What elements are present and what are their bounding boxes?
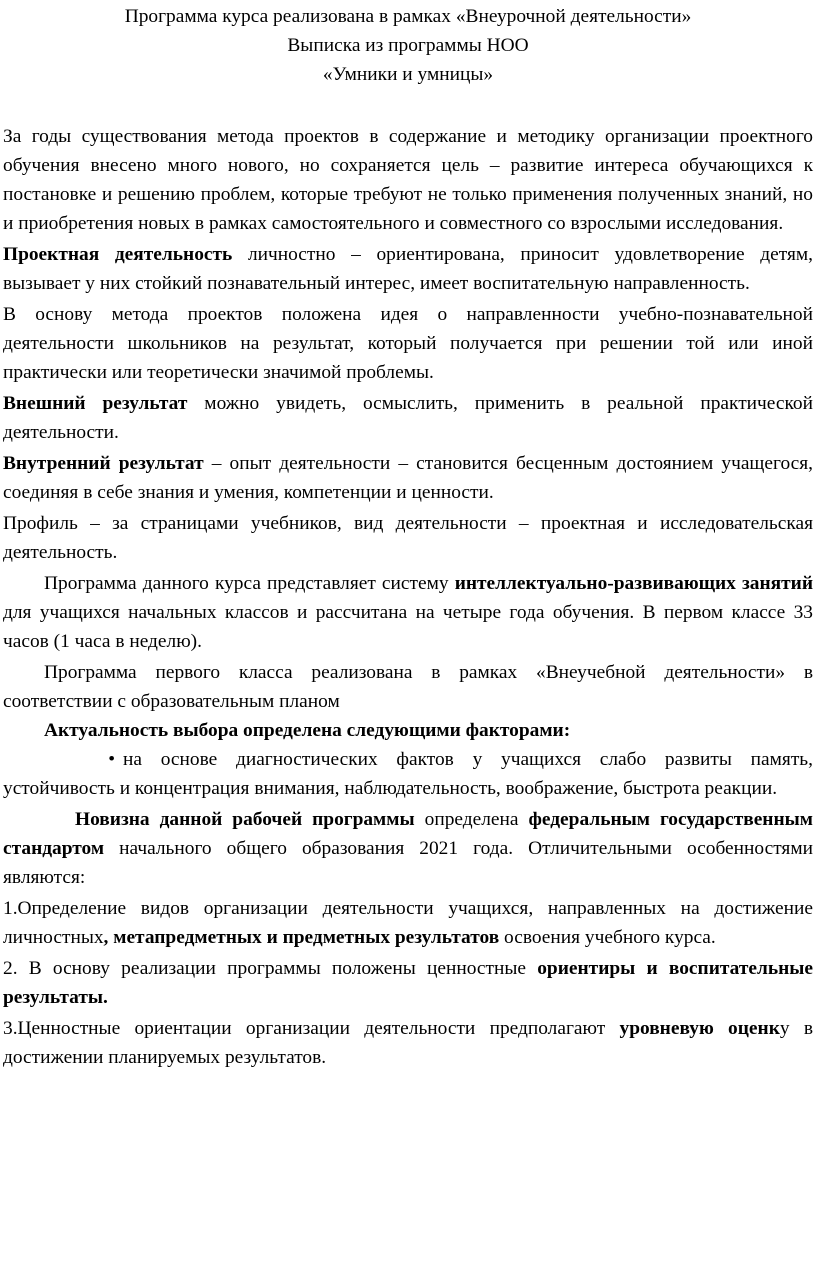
list-item-2 [3,954,813,1012]
paragraph-text: личностно – ориентирована, приносит удовлетворение детям, вызывает у них стойкий познавательный интерес, имеет воспитательную направленность. [3,244,813,294]
paragraph-method-basis: В основу метода проектов положена идея о направленности учебно-познавательной деятельности школьников на результат, который получается при решении той или иной практически или теоретически значимой проблемы. [3,304,813,383]
heading-relevance: Актуальность выбора определена следующими факторами: [44,720,571,741]
spacer [3,89,813,122]
list-item-text: 2. В основу реализации программы положены ценностные [3,958,538,979]
list-item-text: у в достижении планируемых результатов. [3,1018,813,1068]
paragraph-internal-result [3,449,813,507]
paragraph-project-activity [3,240,813,298]
term-guidelines: ориентиры и воспитательные результаты. [3,958,814,1008]
list-item-text: освоения учебного курса. [499,927,716,948]
paragraph-program-system [3,569,813,656]
bullet-item [3,745,813,803]
paragraph-intro: За годы существования метода проектов в содержание и методику организации проектного обучения внесено много нового, но сохраняется цель – развитие интереса обучающихся к постановке и решению проблем, которые требуют не только применения полученных знаний, но и приобретения новых в рамках самостоятельного и совместного со взрослыми исследования. [3,126,813,234]
term-federal-standard: федеральным государственным стандартом [3,809,813,859]
paragraph-first-class: Программа первого класса реализована в рамках «Внеучебной деятельности» в соответствии с образовательным планом [3,662,813,712]
paragraph-text: – опыт деятельности – становится бесценным достоянием учащегося, соединяя в себе знания и умения, компетенции и ценности. [3,453,813,503]
paragraph-external-result [3,389,813,447]
paragraph-text: для учащихся начальных классов и рассчитана на четыре года обучения. В первом классе 33 часов (1 часа в неделю). [3,602,813,652]
paragraph-text: начального общего образования 2021 года. Отличительными особенностями являются: [3,838,813,888]
term-novelty: Новизна данной рабочей программы [75,809,415,830]
list-item-1 [3,894,813,952]
document-header [3,0,813,89]
term-results: , метапредметных и предметных результатов [103,927,500,948]
list-item-3 [3,1014,813,1072]
bullet-icon: • [108,749,115,770]
term-project-activity: Проектная деятельность [3,244,233,265]
header-line-2: Выписка из программы НОО [287,35,529,56]
header-line-3: «Умники и умницы» [322,64,494,85]
paragraph-text: можно увидеть, осмыслить, применить в реальной практической деятельности. [3,393,814,443]
list-item-text: 1.Определение видов организации деятельности учащихся, направленных на достижение личностных [3,898,813,948]
paragraph-text: определена [414,809,529,830]
list-item-text: 3.Ценностные ориентации организации деятельности предполагают [3,1018,620,1039]
term-developing-classes: интеллектуально-развивающих занятий [454,573,813,594]
header-line-1: Программа курса реализована в рамках «Внеурочной деятельности» [124,6,692,27]
bullet-text: на основе диагностических фактов у учащихся слабо развиты память, устойчивость и концентрация внимания, наблюдательность, воображение, быстрота реакции. [3,749,813,799]
term-level-assessment: уровневую оценк [619,1018,780,1039]
term-internal-result: Внутренний результат [3,453,204,474]
paragraph-profile: Профиль – за страницами учебников, вид деятельности – проектная и исследовательская деятельность. [3,513,813,563]
term-external-result: Внешний результат [3,393,188,414]
paragraph-novelty [3,805,813,892]
paragraph-text: Программа данного курса представляет систему [44,573,455,594]
